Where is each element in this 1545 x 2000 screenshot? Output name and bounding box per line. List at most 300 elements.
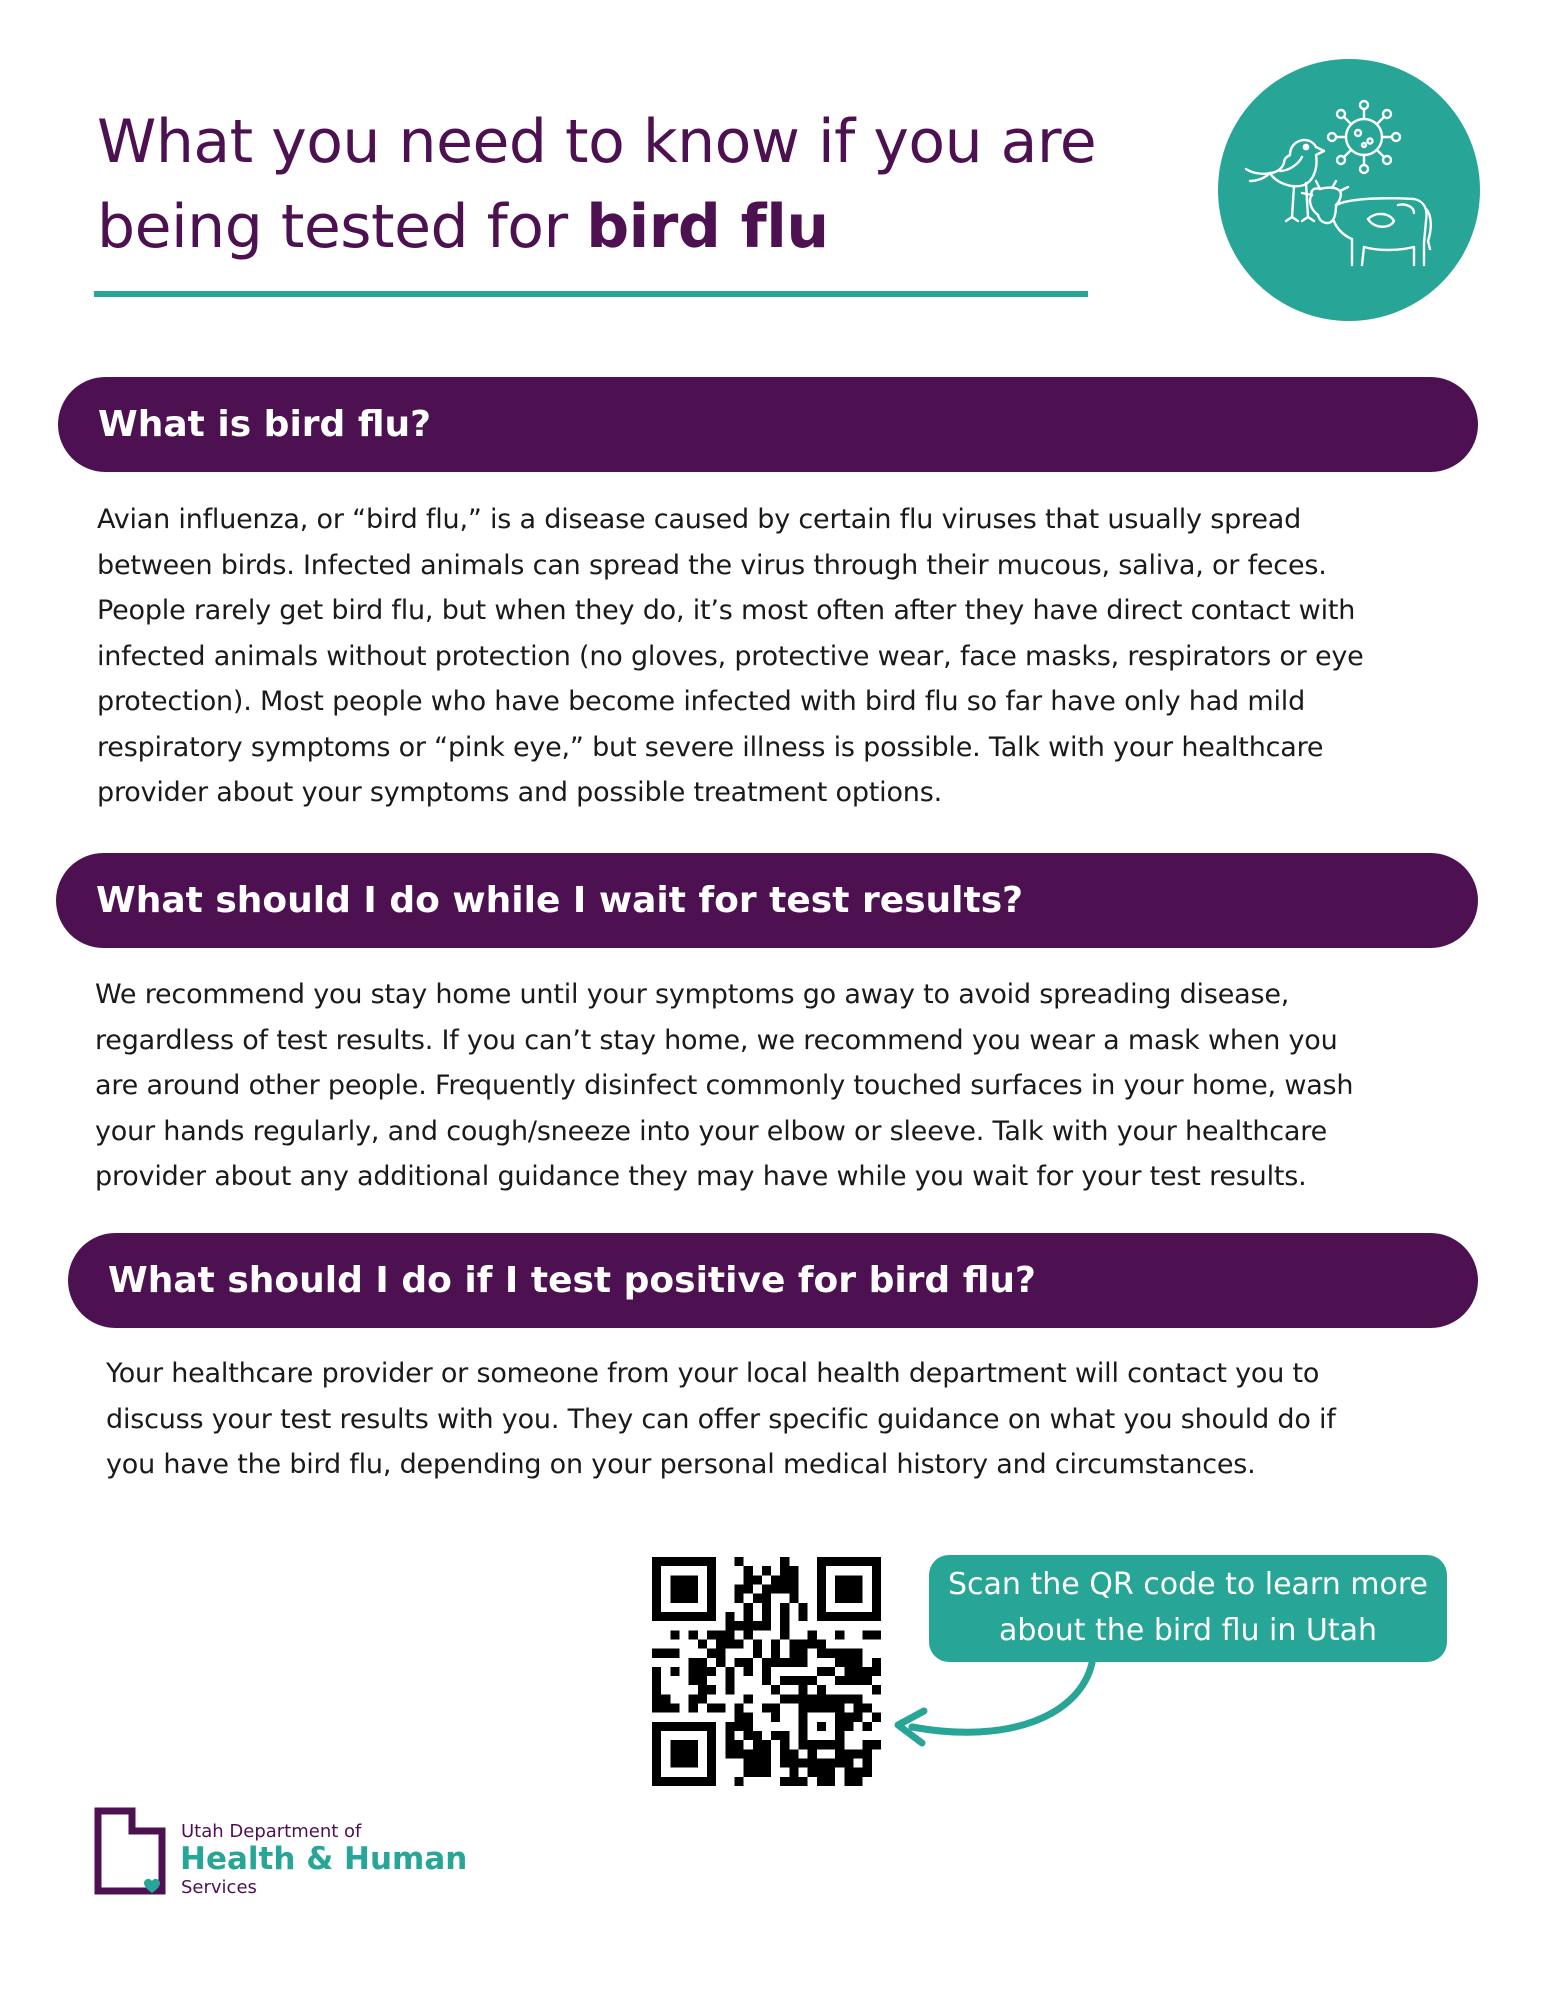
qr-module <box>698 1685 707 1694</box>
qr-module <box>734 1749 743 1758</box>
qr-module <box>670 1575 679 1584</box>
qr-module <box>689 1575 698 1584</box>
qr-code[interactable] <box>652 1557 881 1786</box>
qr-module <box>872 1575 881 1584</box>
qr-module <box>780 1694 789 1703</box>
qr-module <box>789 1658 798 1667</box>
qr-module <box>725 1722 734 1731</box>
qr-module <box>844 1584 853 1593</box>
qr-module <box>780 1676 789 1685</box>
logo-text-line-1: Utah Department of <box>181 1821 362 1842</box>
qr-module <box>753 1639 762 1648</box>
qr-module <box>771 1731 780 1740</box>
qr-module <box>707 1777 716 1786</box>
qr-module <box>789 1768 798 1777</box>
qr-module <box>826 1649 835 1658</box>
bird-virus-cow-icon <box>1218 59 1480 321</box>
qr-module <box>670 1612 679 1621</box>
qr-module <box>725 1621 734 1630</box>
qr-module <box>780 1740 789 1749</box>
qr-module <box>744 1584 753 1593</box>
qr-module <box>771 1658 780 1667</box>
qr-module <box>707 1594 716 1603</box>
qr-module <box>762 1603 771 1612</box>
qr-module <box>762 1676 771 1685</box>
qr-module <box>734 1621 743 1630</box>
qr-module <box>689 1704 698 1713</box>
qr-module <box>670 1704 679 1713</box>
qr-module <box>725 1639 734 1648</box>
qr-module <box>744 1566 753 1575</box>
qr-module <box>789 1694 798 1703</box>
qr-module <box>734 1740 743 1749</box>
qr-module <box>679 1594 688 1603</box>
qr-module <box>780 1658 789 1667</box>
qr-module <box>826 1768 835 1777</box>
qr-module <box>863 1722 872 1731</box>
qr-module <box>670 1759 679 1768</box>
qr-module <box>835 1740 844 1749</box>
qr-module <box>872 1603 881 1612</box>
body-line: Your healthcare provider or someone from your local health department will contact you to <box>106 1358 1320 1389</box>
qr-module <box>725 1731 734 1740</box>
qr-module <box>835 1649 844 1658</box>
qr-module <box>716 1630 725 1639</box>
qr-module <box>707 1603 716 1612</box>
qr-module <box>689 1676 698 1685</box>
qr-module <box>789 1777 798 1786</box>
qr-module <box>808 1749 817 1758</box>
qr-module <box>817 1740 826 1749</box>
qr-module <box>762 1594 771 1603</box>
section-heading-text: What should I do while I wait for test results? <box>96 880 1024 921</box>
qr-module <box>789 1676 798 1685</box>
qr-module <box>753 1594 762 1603</box>
qr-module <box>734 1594 743 1603</box>
qr-module <box>789 1575 798 1584</box>
qr-module <box>670 1777 679 1786</box>
qr-module <box>780 1759 789 1768</box>
qr-module <box>854 1667 863 1676</box>
qr-module <box>826 1759 835 1768</box>
qr-module <box>652 1566 661 1575</box>
qr-module <box>707 1630 716 1639</box>
title-underline <box>94 291 1088 297</box>
qr-module <box>707 1749 716 1758</box>
qr-module <box>789 1639 798 1648</box>
body-line: you have the bird flu, depending on your personal medical history and circumstances. <box>106 1449 1256 1480</box>
body-line: regardless of test results. If you can’t stay home, we recommend you wear a mask when you <box>95 1024 1338 1056</box>
qr-module <box>679 1584 688 1593</box>
section-heading-while-waiting <box>56 853 1478 948</box>
qr-module <box>670 1749 679 1758</box>
qr-module <box>872 1566 881 1575</box>
qr-module <box>707 1704 716 1713</box>
qr-module <box>744 1749 753 1758</box>
qr-module <box>854 1575 863 1584</box>
qr-module <box>652 1722 661 1731</box>
qr-module <box>725 1612 734 1621</box>
qr-module <box>808 1676 817 1685</box>
qr-module <box>780 1630 789 1639</box>
qr-module <box>652 1777 661 1786</box>
qr-module <box>854 1713 863 1722</box>
qr-module <box>652 1704 661 1713</box>
qr-module <box>844 1759 853 1768</box>
qr-module <box>826 1740 835 1749</box>
qr-module <box>661 1557 670 1566</box>
qr-module <box>698 1557 707 1566</box>
qr-module <box>863 1759 872 1768</box>
qr-module <box>799 1694 808 1703</box>
qr-module <box>835 1557 844 1566</box>
qr-module <box>789 1649 798 1658</box>
qr-module <box>817 1768 826 1777</box>
qr-module <box>753 1740 762 1749</box>
qr-module <box>780 1584 789 1593</box>
qr-module <box>734 1557 743 1566</box>
qr-module <box>707 1740 716 1749</box>
qr-module <box>753 1759 762 1768</box>
qr-module <box>689 1740 698 1749</box>
qr-module <box>835 1658 844 1667</box>
qr-module <box>689 1722 698 1731</box>
qr-module <box>744 1575 753 1584</box>
qr-module <box>661 1612 670 1621</box>
qr-module <box>707 1685 716 1694</box>
qr-module <box>844 1777 853 1786</box>
qr-module <box>863 1768 872 1777</box>
qr-module <box>753 1649 762 1658</box>
qr-module <box>844 1594 853 1603</box>
qr-module <box>652 1649 661 1658</box>
qr-module <box>835 1612 844 1621</box>
qr-module <box>744 1612 753 1621</box>
qr-module <box>771 1649 780 1658</box>
qr-module <box>753 1768 762 1777</box>
qr-module <box>854 1777 863 1786</box>
qr-module <box>670 1722 679 1731</box>
qr-module <box>799 1722 808 1731</box>
qr-module <box>725 1685 734 1694</box>
qr-module <box>762 1621 771 1630</box>
qr-module <box>652 1694 661 1703</box>
qr-module <box>844 1667 853 1676</box>
qr-module <box>698 1658 707 1667</box>
qr-module <box>679 1722 688 1731</box>
qr-module <box>698 1694 707 1703</box>
body-line: are around other people. Frequently disinfect commonly touched surfaces in your home, wash <box>95 1070 1354 1101</box>
body-line: protection). Most people who have become infected with bird flu so far have only had mild <box>97 686 1306 717</box>
body-line: provider about your symptoms and possible treatment options. <box>97 777 942 808</box>
body-line: between birds. Infected animals can spread the virus through their mucous, saliva, or feces. <box>97 549 1327 581</box>
qr-module <box>725 1676 734 1685</box>
body-line: People rarely get bird flu, but when they do, it’s most often after they have direct contact with <box>97 595 1356 626</box>
qr-module <box>817 1649 826 1658</box>
qr-module <box>707 1731 716 1740</box>
qr-module <box>762 1584 771 1593</box>
qr-module <box>762 1759 771 1768</box>
cow-icon <box>1302 181 1431 265</box>
qr-module <box>679 1557 688 1566</box>
qr-module <box>753 1621 762 1630</box>
qr-module <box>707 1612 716 1621</box>
qr-module <box>817 1603 826 1612</box>
qr-module <box>844 1676 853 1685</box>
qr-module <box>799 1639 808 1648</box>
section-heading-text: What should I do if I test positive for bird flu? <box>108 1260 1036 1301</box>
qr-module <box>799 1649 808 1658</box>
qr-module <box>872 1594 881 1603</box>
section-heading-text: What is bird flu? <box>98 404 432 445</box>
qr-module <box>872 1584 881 1593</box>
logo-text-line-2: Health & Human <box>180 1841 468 1877</box>
qr-module <box>799 1704 808 1713</box>
qr-module <box>799 1740 808 1749</box>
qr-module <box>689 1612 698 1621</box>
qr-module <box>854 1649 863 1658</box>
qr-module <box>835 1575 844 1584</box>
qr-module <box>854 1749 863 1758</box>
qr-module <box>744 1768 753 1777</box>
qr-module <box>707 1649 716 1658</box>
title-line-1: What you need to know if you are <box>97 107 1097 177</box>
qr-module <box>716 1639 725 1648</box>
qr-module <box>698 1667 707 1676</box>
qr-module <box>707 1575 716 1584</box>
qr-module <box>652 1749 661 1758</box>
qr-module <box>817 1639 826 1648</box>
qr-module <box>789 1594 798 1603</box>
qr-module <box>817 1704 826 1713</box>
qr-module <box>707 1667 716 1676</box>
qr-module <box>689 1594 698 1603</box>
qr-module <box>652 1759 661 1768</box>
qr-module <box>854 1658 863 1667</box>
qr-module <box>762 1667 771 1676</box>
qr-module <box>854 1557 863 1566</box>
qr-module <box>799 1777 808 1786</box>
qr-module <box>854 1694 863 1703</box>
qr-module <box>707 1557 716 1566</box>
qr-module <box>854 1584 863 1593</box>
qr-module <box>808 1740 817 1749</box>
qr-module <box>799 1685 808 1694</box>
qr-module <box>734 1777 743 1786</box>
qr-module <box>734 1713 743 1722</box>
qr-module <box>652 1676 661 1685</box>
qr-module <box>698 1676 707 1685</box>
qr-module <box>863 1749 872 1758</box>
qr-module <box>817 1667 826 1676</box>
section-heading-what-is-bird-flu <box>58 377 1478 472</box>
qr-module <box>762 1704 771 1713</box>
qr-module <box>734 1704 743 1713</box>
qr-module <box>826 1612 835 1621</box>
qr-module <box>652 1667 661 1676</box>
qr-module <box>661 1694 670 1703</box>
qr-module <box>670 1649 679 1658</box>
body-line: infected animals without protection (no gloves, protective wear, face masks, respirators or eye <box>97 640 1364 672</box>
qr-module <box>789 1584 798 1593</box>
qr-module <box>744 1759 753 1768</box>
qr-module <box>744 1722 753 1731</box>
qr-module <box>734 1722 743 1731</box>
qr-module <box>844 1713 853 1722</box>
qr-module <box>744 1603 753 1612</box>
qr-module <box>652 1603 661 1612</box>
qr-module <box>780 1557 789 1566</box>
qr-module <box>762 1740 771 1749</box>
qr-module <box>707 1759 716 1768</box>
qr-module <box>652 1557 661 1566</box>
qr-module <box>725 1667 734 1676</box>
qr-module <box>698 1722 707 1731</box>
qr-module <box>661 1649 670 1658</box>
qr-module <box>652 1612 661 1621</box>
qr-module <box>734 1584 743 1593</box>
qr-module <box>689 1557 698 1566</box>
qr-module <box>835 1594 844 1603</box>
qr-module <box>863 1630 872 1639</box>
qr-module <box>780 1612 789 1621</box>
qr-module <box>844 1612 853 1621</box>
qr-module <box>679 1777 688 1786</box>
qr-module <box>863 1676 872 1685</box>
virus-icon <box>1328 101 1400 173</box>
qr-module <box>670 1594 679 1603</box>
qr-module <box>799 1603 808 1612</box>
qr-module <box>670 1630 679 1639</box>
qr-module <box>808 1768 817 1777</box>
qr-module <box>725 1749 734 1758</box>
qr-module <box>661 1704 670 1713</box>
qr-module <box>689 1749 698 1758</box>
qr-module <box>780 1731 789 1740</box>
qr-module <box>835 1713 844 1722</box>
qr-module <box>817 1575 826 1584</box>
qr-module <box>753 1749 762 1758</box>
qr-module <box>835 1676 844 1685</box>
qr-module <box>817 1722 826 1731</box>
qr-module <box>698 1639 707 1648</box>
qr-module <box>734 1639 743 1648</box>
qr-module <box>670 1557 679 1566</box>
qr-module <box>826 1667 835 1676</box>
section-heading-test-positive <box>68 1233 1478 1328</box>
qr-module <box>826 1557 835 1566</box>
section-body-while-waiting <box>95 972 1475 1200</box>
qr-module <box>817 1584 826 1593</box>
qr-module <box>689 1667 698 1676</box>
qr-module <box>863 1740 872 1749</box>
qr-module <box>698 1612 707 1621</box>
qr-module <box>844 1749 853 1758</box>
qr-module <box>771 1584 780 1593</box>
qr-module <box>872 1612 881 1621</box>
qr-module <box>863 1612 872 1621</box>
qr-module <box>652 1584 661 1593</box>
qr-module <box>808 1759 817 1768</box>
qr-module <box>780 1566 789 1575</box>
qr-module <box>679 1749 688 1758</box>
body-line: respiratory symptoms or “pink eye,” but severe illness is possible. Talk with your healthcare <box>97 731 1324 763</box>
qr-module <box>826 1777 835 1786</box>
qr-module <box>716 1658 725 1667</box>
qr-module <box>661 1777 670 1786</box>
qr-module <box>652 1594 661 1603</box>
qr-module <box>780 1777 789 1786</box>
qr-module <box>661 1722 670 1731</box>
qr-module <box>817 1566 826 1575</box>
qr-module <box>780 1749 789 1758</box>
qr-module <box>854 1768 863 1777</box>
qr-module <box>762 1768 771 1777</box>
qr-module <box>835 1694 844 1703</box>
qr-module <box>808 1639 817 1648</box>
qr-module <box>844 1768 853 1777</box>
qr-module <box>689 1759 698 1768</box>
qr-module <box>854 1594 863 1603</box>
body-line: your hands regularly, and cough/sneeze into your elbow or sleeve. Talk with your healthcare <box>95 1115 1327 1147</box>
qr-module <box>753 1731 762 1740</box>
qr-module <box>844 1649 853 1658</box>
qr-module <box>780 1621 789 1630</box>
qr-module <box>725 1630 734 1639</box>
qr-module <box>771 1639 780 1648</box>
qr-module <box>725 1740 734 1749</box>
qr-module <box>780 1575 789 1584</box>
qr-module <box>854 1704 863 1713</box>
body-line: provider about any additional guidance they may have while you wait for your test results. <box>95 1161 1307 1192</box>
qr-module <box>716 1704 725 1713</box>
qr-module <box>835 1722 844 1731</box>
qr-module <box>844 1694 853 1703</box>
qr-module <box>689 1630 698 1639</box>
qr-module <box>844 1722 853 1731</box>
qr-module <box>844 1575 853 1584</box>
qr-module <box>863 1704 872 1713</box>
qr-module <box>844 1557 853 1566</box>
qr-module <box>808 1630 817 1639</box>
qr-module <box>652 1575 661 1584</box>
section-body-test-positive <box>106 1351 1476 1488</box>
qr-module <box>826 1704 835 1713</box>
qr-module <box>679 1575 688 1584</box>
qr-module <box>835 1731 844 1740</box>
qr-module <box>679 1612 688 1621</box>
qr-module <box>670 1667 679 1676</box>
qr-module <box>744 1667 753 1676</box>
qr-module <box>744 1658 753 1667</box>
body-line: discuss your test results with you. They can offer specific guidance on what you should do if <box>106 1403 1336 1435</box>
qr-module <box>808 1694 817 1703</box>
qr-module <box>670 1584 679 1593</box>
qr-module <box>844 1658 853 1667</box>
qr-module <box>817 1694 826 1703</box>
qr-module <box>771 1704 780 1713</box>
section-body-what-is-bird-flu <box>97 497 1477 816</box>
qr-module <box>872 1630 881 1639</box>
qr-module <box>716 1649 725 1658</box>
qr-module <box>799 1759 808 1768</box>
qr-module <box>863 1667 872 1676</box>
page-title <box>97 100 1097 270</box>
qr-callout-line-2: about the bird flu in Utah <box>998 1613 1378 1648</box>
qr-module <box>679 1759 688 1768</box>
body-line: Avian influenza, or “bird flu,” is a disease caused by certain flu viruses that usually spread <box>97 504 1302 535</box>
qr-module <box>744 1713 753 1722</box>
